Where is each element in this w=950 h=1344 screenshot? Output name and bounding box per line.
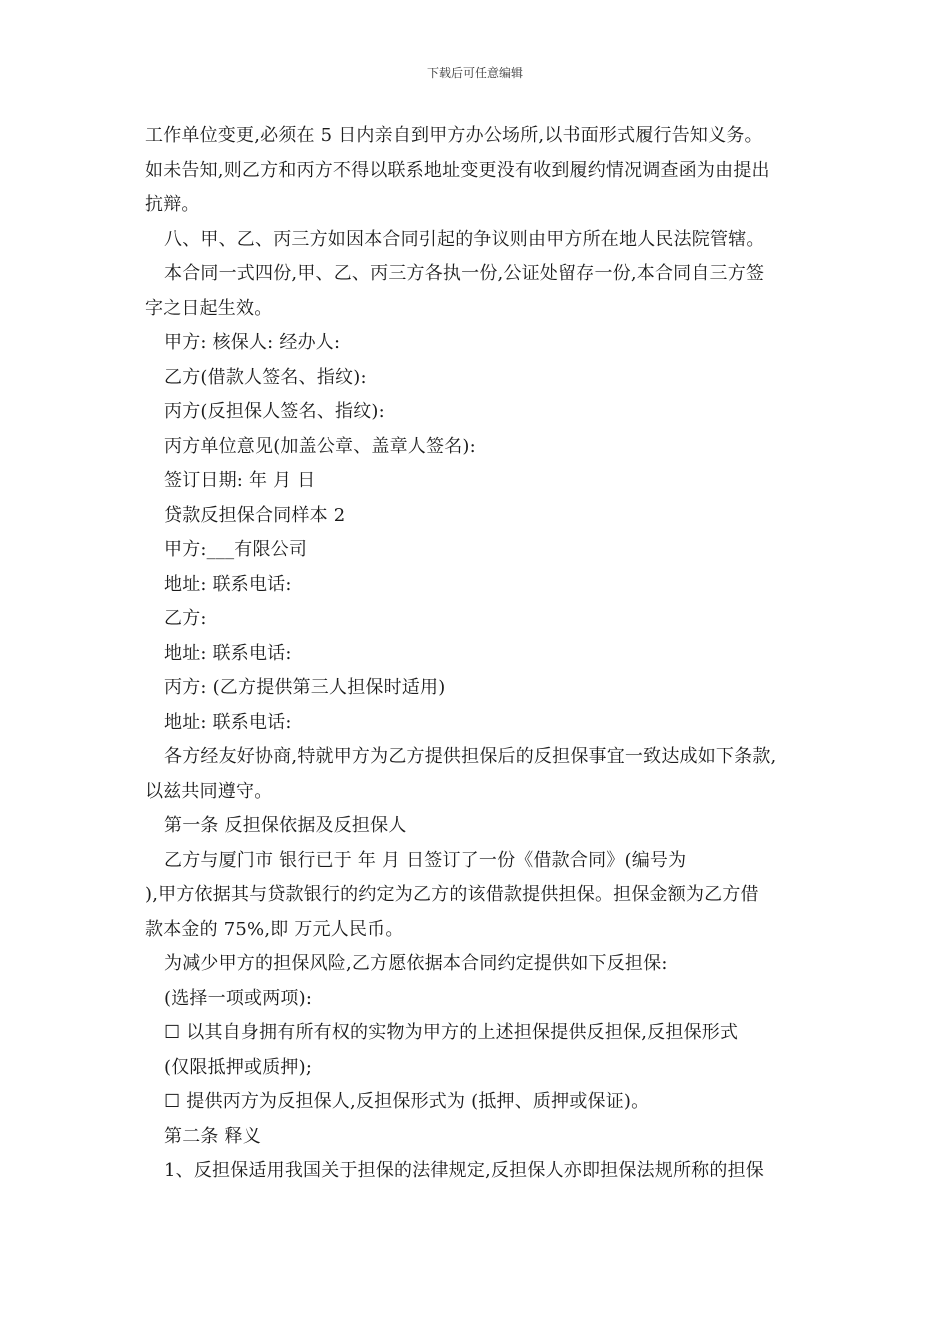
text-line: 八、甲、乙、丙三方如因本合同引起的争议则由甲方所在地人民法院管辖。 [164, 228, 765, 250]
text-line: ☐ 以其自身拥有所有权的实物为甲方的上述担保提供反担保,反担保形式 [164, 1022, 739, 1043]
text-line: 以兹共同遵守。 [145, 780, 273, 802]
document-body [145, 119, 810, 1189]
text-line: 乙方(借款人签名、指纹): [164, 366, 367, 388]
text-line: 各方经友好协商,特就甲方为乙方提供担保后的反担保事宜一致达成如下条款, [164, 746, 777, 767]
text-line: ☐ 提供丙方为反担保人,反担保形式为 (抵押、质押或保证)。 [164, 1091, 650, 1112]
text-line: 乙方与厦门市 银行已于 年 月 日签订了一份《借款合同》(编号为 [164, 849, 687, 871]
text-line: 抗辩。 [145, 194, 200, 215]
text-line: 丙方单位意见(加盖公章、盖章人签名): [164, 435, 476, 457]
text-line: 工作单位变更,必须在 5 日内亲自到甲方办公场所,以书面形式履行告知义务。 [145, 125, 763, 146]
text-line: 甲方:___有限公司 [164, 539, 308, 560]
text-line: 贷款反担保合同样本 2 [164, 504, 346, 526]
text-line: 地址: 联系电话: [164, 573, 292, 595]
text-line: 本合同一式四份,甲、乙、丙三方各执一份,公证处留存一份,本合同自三方签 [164, 263, 765, 284]
text-line: 为减少甲方的担保风险,乙方愿依据本合同约定提供如下反担保: [164, 953, 668, 974]
text-line: 乙方: [164, 608, 207, 629]
text-line: 字之日起生效。 [145, 297, 273, 319]
text-line: 丙方(反担保人签名、指纹): [164, 401, 385, 422]
text-line: 1、反担保适用我国关于担保的法律规定,反担保人亦即担保法规所称的担保 [164, 1160, 764, 1181]
text-line: 地址: 联系电话: [164, 711, 292, 733]
page-header: 下载后可任意编辑 [426, 66, 523, 80]
text-line: 第二条 释义 [164, 1125, 261, 1147]
text-line: 甲方: 核保人: 经办人: [164, 332, 341, 353]
text-line: 丙方: (乙方提供第三人担保时适用) [164, 677, 446, 698]
text-line: 第一条 反担保依据及反担保人 [164, 815, 407, 836]
text-line: ),甲方依据其与贷款银行的约定为乙方的该借款提供担保。担保金额为乙方借 [145, 884, 759, 905]
text-line: (仅限抵押或质押); [164, 1056, 313, 1078]
text-line: (选择一项或两项): [164, 987, 313, 1009]
text-line: 地址: 联系电话: [164, 642, 292, 664]
text-line: 如未告知,则乙方和丙方不得以联系地址变更没有收到履约情况调查函为由提出 [145, 159, 770, 181]
text-line: 款本金的 75%,即 万元人民币。 [145, 918, 404, 940]
text-line: 签订日期: 年 月 日 [164, 470, 316, 491]
